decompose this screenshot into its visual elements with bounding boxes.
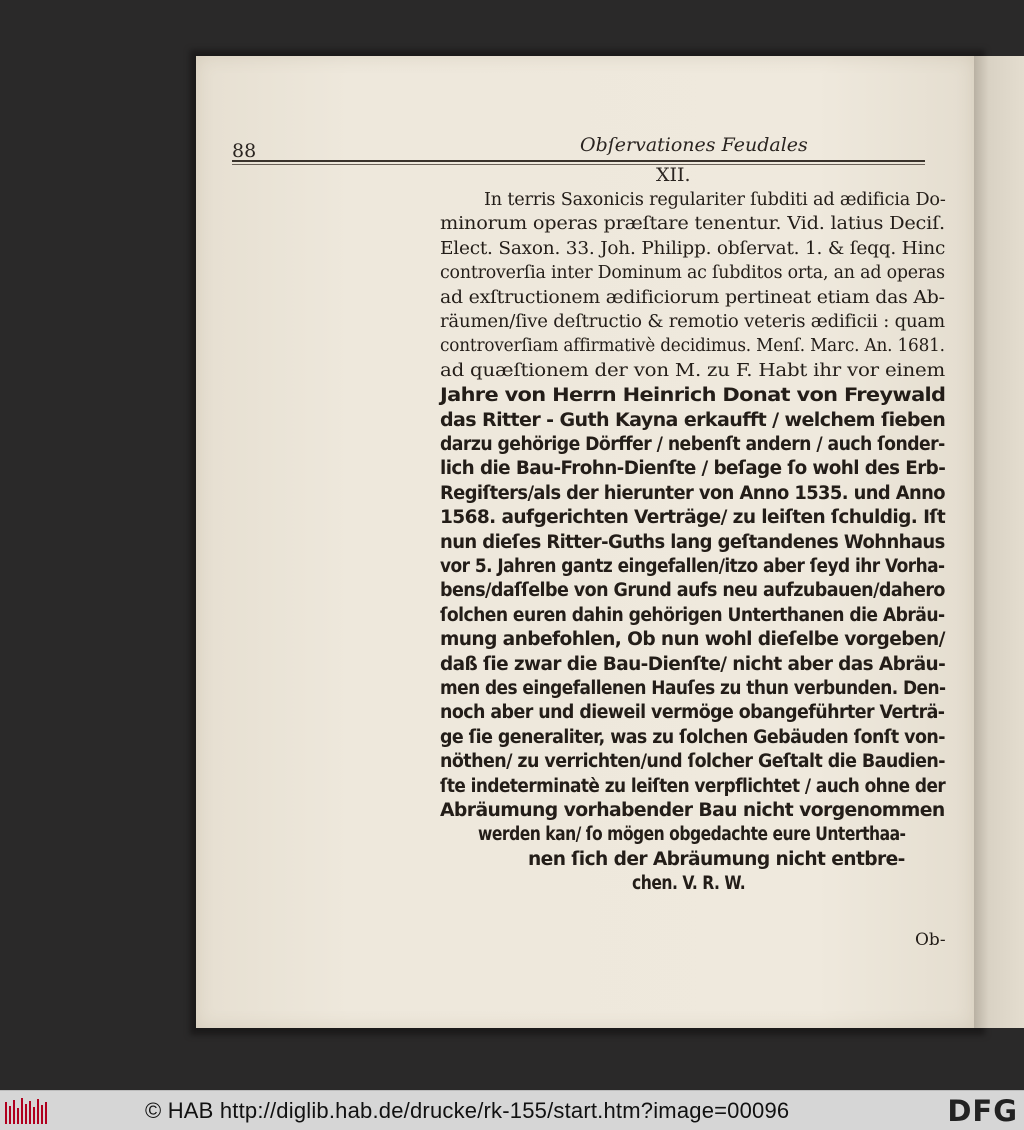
- hab-logo-icon: [5, 1097, 47, 1124]
- text-line: Jahre von Herrn Heinrich Donat von Freywald: [440, 385, 946, 407]
- text-line: nen ſich der Abräumung nicht entbre-: [528, 848, 905, 870]
- text-line: lich die Bau-Frohn-Dienſte / beſage ſo wohl des Erb-: [440, 458, 946, 480]
- text-line: darzu gehörige Dörffer / nebenſt andern / auch ſonder-: [440, 434, 945, 455]
- text-line: nöthen/ zu verrichten/und ſolcher Geſtalt die Baudien-: [440, 751, 945, 773]
- text-line: minorum operas præſtare tenentur. Vid. latius Deciſ.: [440, 214, 945, 235]
- text-line: ſte indeterminatè zu leiſten verpflichtet / auch ohne der: [440, 775, 946, 797]
- text-line: ſolchen euren dahin gehörigen Unterthanen die Abräu-: [440, 604, 945, 626]
- dfg-logo: DFG: [947, 1094, 1018, 1128]
- header-rule-thin: [232, 164, 925, 165]
- page-number: 88: [232, 140, 257, 162]
- catchword: Ob-: [915, 930, 946, 950]
- section-number: XII.: [656, 164, 691, 186]
- text-line: men des eingefallenen Hauſes zu thun verbunden. Den-: [440, 678, 946, 699]
- text-line: In terris Saxonicis regulariter ſubditi ad ædificia Do-: [484, 190, 946, 210]
- text-line: bens/daſſelbe von Grund aufs neu aufzubauen/dahero: [440, 580, 945, 602]
- footer-bar: [0, 1090, 1024, 1130]
- text-line: nun dieſes Ritter-Guths lang geſtandenes Wohnhaus: [440, 531, 945, 553]
- text-line: werden kan/ ſo mögen obgedachte eure Unterthaa-: [478, 824, 906, 846]
- text-line: Abräumung vorhabender Bau nicht vorgenommen: [440, 800, 945, 821]
- text-line: vor 5. Jahren gantz eingefallen/itzo aber ſeyd ihr Vorha-: [440, 556, 945, 577]
- text-line: das Ritter - Guth Kayna erkaufft / welchem ſieben: [440, 409, 946, 431]
- text-line: chen. V. R. W.: [632, 873, 746, 895]
- adjacent-page-edge: [974, 56, 1024, 1028]
- text-line: räumen/ſive deſtructio & remotio veteris ædificii : quam: [440, 312, 945, 332]
- text-line: ad exſtructionem ædificiorum pertineat etiam das Ab-: [440, 287, 945, 308]
- text-line: noch aber und dieweil vermöge obangeführter Verträ-: [440, 702, 945, 724]
- text-line: controverſia inter Dominum ac ſubditos orta, an ad operas: [440, 263, 945, 284]
- source-url-text: © HAB http://diglib.hab.de/drucke/rk-155/start.htm?image=00096: [145, 1098, 790, 1123]
- text-line: 1568. aufgerichten Verträge/ zu leiſten ſchuldig. Iſt: [440, 507, 946, 529]
- header-rule: [232, 160, 925, 162]
- running-head: Obſervationes Feudales: [580, 134, 808, 156]
- text-line: daß ſie zwar die Bau-Dienſte/ nicht aber das Abräu-: [440, 653, 946, 675]
- text-line: ge ſie generaliter, was zu ſolchen Gebäuden ſonſt von-: [440, 726, 945, 748]
- text-line: controverſiam affirmativè decidimus. Menſ. Marc. An. 1681.: [440, 336, 945, 357]
- text-line: ad quæſtionem der von M. zu F. Habt ihr vor einem: [440, 360, 946, 381]
- text-line: mung anbefohlen, Ob nun wohl dieſelbe vorgeben/: [440, 629, 945, 651]
- text-line: Regiſters/als der hierunter von Anno 1535. und Anno: [440, 482, 945, 504]
- text-line: Elect. Saxon. 33. Joh. Philipp. obſervat. 1. & ſeqq. Hinc: [440, 238, 946, 259]
